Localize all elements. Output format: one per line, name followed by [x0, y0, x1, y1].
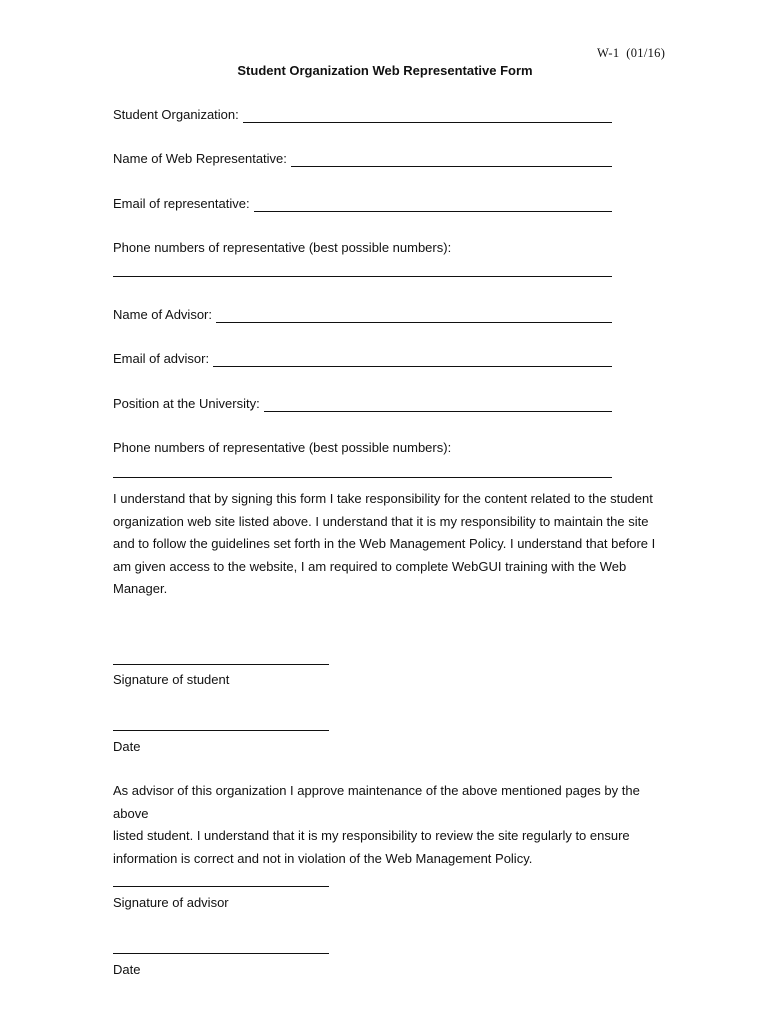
- advisor-statement-line: listed student. I understand that it is my responsibility to review the site regularly to ensure: [113, 828, 630, 843]
- representative-email-line[interactable]: [254, 197, 612, 212]
- advisor-signature-label: Signature of advisor: [113, 895, 229, 910]
- representative-email-label: Email of representative:: [113, 196, 250, 211]
- student-statement-line: Manager.: [113, 581, 168, 596]
- student-statement-line: am given access to the website, I am required to complete WebGUI training with the Web: [113, 558, 627, 574]
- advisor-phone-label: Phone numbers of representative (best possible numbers):: [113, 440, 452, 455]
- web-representative-name-line[interactable]: [291, 152, 612, 167]
- advisor-phone-line[interactable]: [113, 477, 612, 478]
- advisor-statement: [113, 780, 658, 870]
- student-organization-label: Student Organization:: [113, 107, 239, 122]
- student-signature-line[interactable]: [113, 664, 329, 665]
- advisor-statement-line: As advisor of this organization I approve maintenance of the above mentioned pages by the above: [113, 783, 640, 821]
- advisor-statement-line: information is correct and not in violation of the Web Management Policy.: [113, 850, 533, 866]
- student-statement-line: organization web site listed above. I understand that it is my responsibility to maintain the site: [113, 513, 649, 529]
- advisor-name-field[interactable]: [113, 307, 612, 323]
- document-code: W-1 (01/16): [597, 46, 666, 60]
- university-position-label: Position at the University:: [113, 396, 260, 411]
- representative-phone-line[interactable]: [113, 276, 612, 277]
- advisor-name-line[interactable]: [216, 308, 612, 323]
- advisor-date-line[interactable]: [113, 953, 329, 954]
- university-position-line[interactable]: [264, 397, 612, 412]
- advisor-email-label: Email of advisor:: [113, 351, 210, 366]
- representative-email-field[interactable]: [113, 196, 612, 212]
- web-representative-name-label: Name of Web Representative:: [113, 151, 287, 166]
- student-date-label: Date: [113, 739, 141, 754]
- university-position-field[interactable]: [113, 396, 612, 412]
- student-statement-line: I understand that by signing this form I take responsibility for the content related to the student: [113, 491, 653, 506]
- advisor-email-line[interactable]: [213, 352, 612, 367]
- advisor-email-field[interactable]: [113, 351, 612, 367]
- page-title: Student Organization Web Representative Form: [237, 63, 533, 78]
- student-statement-line: and to follow the guidelines set forth in the Web Management Policy. I understand that before I: [113, 536, 656, 551]
- student-statement: [113, 488, 658, 601]
- student-signature-label: Signature of student: [113, 672, 230, 687]
- advisor-signature-line[interactable]: [113, 886, 329, 887]
- web-representative-name-field[interactable]: [113, 151, 612, 167]
- representative-phone-label: Phone numbers of representative (best possible numbers):: [113, 240, 452, 255]
- advisor-name-label: Name of Advisor:: [113, 307, 212, 322]
- student-organization-line[interactable]: [243, 108, 612, 123]
- student-date-line[interactable]: [113, 730, 329, 731]
- advisor-date-label: Date: [113, 962, 141, 977]
- student-organization-field[interactable]: [113, 107, 612, 123]
